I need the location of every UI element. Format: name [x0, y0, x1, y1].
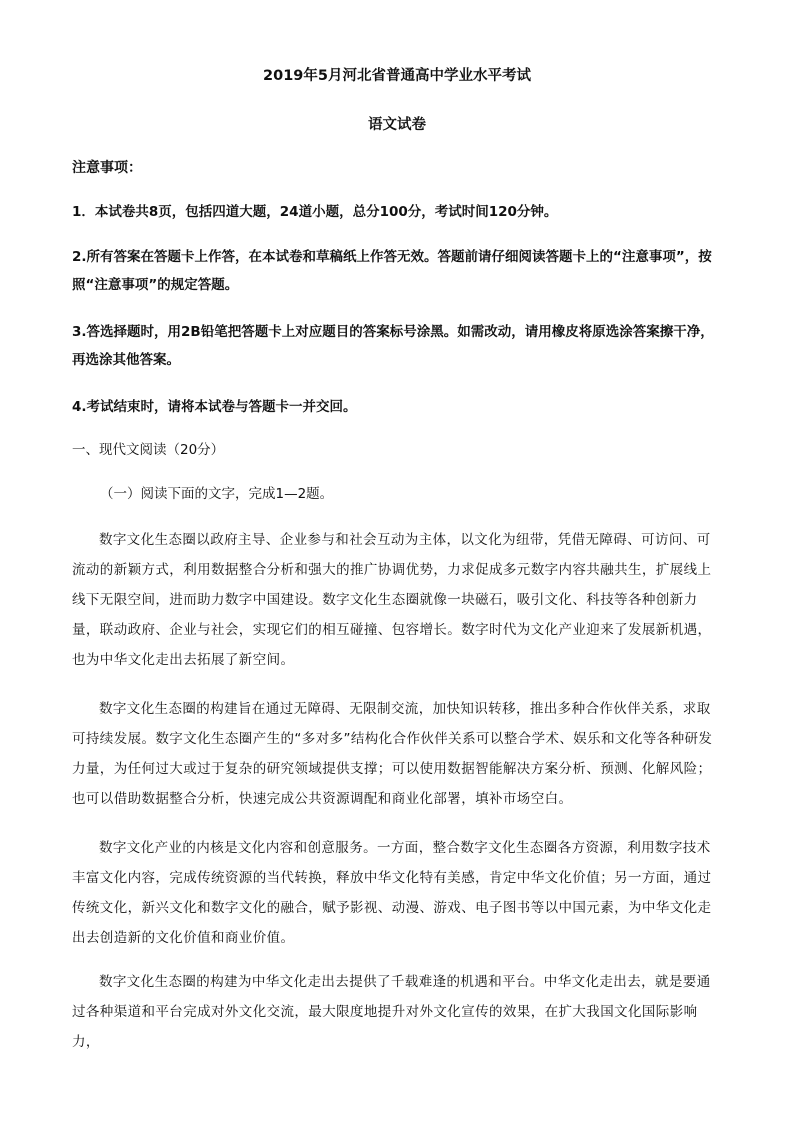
- notice-item-3: 3.答选择题时，用2B铅笔把答题卡上对应题目的答案标号涂黑。如需改动，请用橡皮将原选涂答案擦干净，再选涂其他答案。: [72, 324, 714, 368]
- exam-subject: 语文试卷: [368, 117, 426, 133]
- reading-paragraph: 数字文化生态圈以政府主导、企业参与和社会互动为主体，以文化为纽带，凭借无障碍、可访问、可流动的新颖方式，利用数据整合分析和强大的推广协调优势，力求促成多元数字内容共融共生，扩展线上线下无限空间，进而助力数字中国建设。数字文化生态圈就像一块磁石，吸引文化、科技等各种创新力量，联动政府、企业与社会，实现它们的相互碰撞、包容增长。数字时代为文化产业迎来了发展新机遇，也为中华文化走出去拓展了新空间。: [72, 532, 712, 668]
- reading-paragraph: 数字文化生态圈的构建为中华文化走出去提供了千载难逢的机遇和平台。中华文化走出去，就是要通过各种渠道和平台完成对外文化交流，最大限度地提升对外文化宣传的效果，在扩大我国文化国际影响力，: [72, 974, 711, 1050]
- notice-item-4: 4.考试结束时，请将本试卷与答题卡一并交回。: [72, 399, 357, 415]
- reading-paragraph: 数字文化生态圈的构建旨在通过无障碍、无限制交流，加快知识转移，推出多种合作伙伴关系，求取可持续发展。数字文化生态圈产生的“多对多”结构化合作伙伴关系可以整合学术、娱乐和文化等各种研发力量，为任何过大或过于复杂的研究领域提供支撑；可以使用数据智能解决方案分析、预测、化解风险；也可以借助数据整合分析，快速完成公共资源调配和商业化部署，填补市场空白。: [72, 701, 713, 807]
- notice-item-1: 1．本试卷共8页，包括四道大题，24道小题，总分100分，考试时间120分钟。: [72, 204, 558, 220]
- reading-paragraph: 数字文化产业的内核是文化内容和创意服务。一方面，整合数字文化生态圈各方资源，利用数字技术丰富文化内容，完成传统资源的当代转换，释放中华文化特有美感，肯定中华文化价值；另一方面，通过传统文化，新兴文化和数字文化的融合，赋予影视、动漫、游戏、电子图书等以中国元素，为中华文化走出去创造新的文化价值和商业价值。: [72, 840, 712, 946]
- exam-title: 2019年5月河北省普通高中学业水平考试: [263, 68, 531, 84]
- notice-heading: 注意事项：: [72, 160, 142, 176]
- subsection-heading: （一）阅读下面的文字，完成1—2题。: [100, 486, 334, 502]
- section-heading: 一、现代文阅读（20分）: [72, 442, 225, 458]
- notice-item-2: 2.所有答案在答题卡上作答，在本试卷和草稿纸上作答无效。答题前请仔细阅读答题卡上的“注意事项”，按照“注意事项”的规定答题。: [72, 249, 712, 293]
